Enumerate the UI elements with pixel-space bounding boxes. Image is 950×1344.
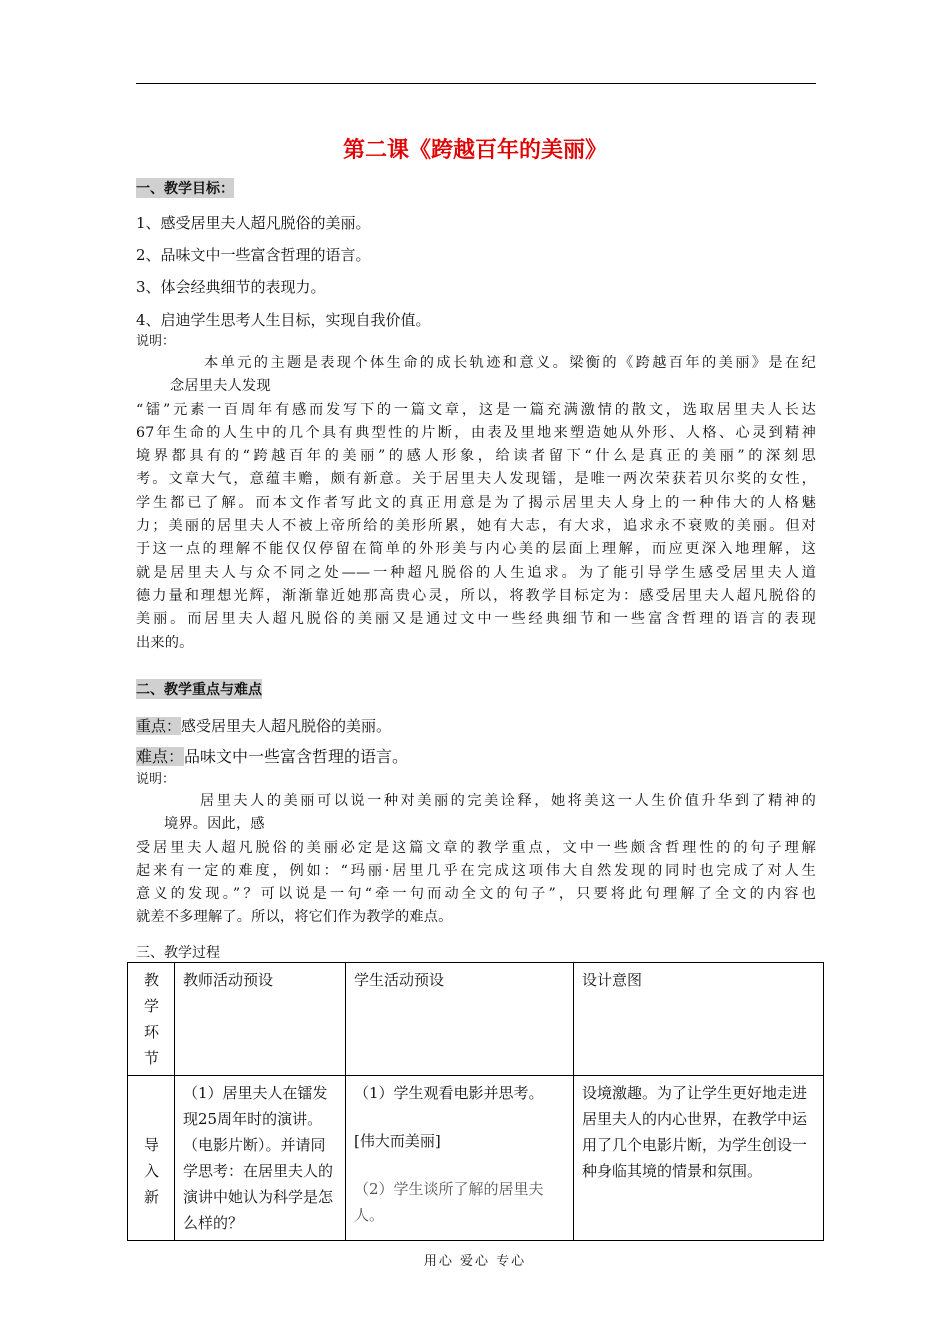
table-header-row bbox=[128, 963, 824, 1076]
goal-4: 4、启迪学生思考人生目标，实现自我价值。 bbox=[136, 311, 431, 329]
header-teacher: 教师活动预设 bbox=[175, 963, 346, 1076]
section1-note-label: 说明： bbox=[136, 334, 176, 349]
para-line: 美丽。而居里夫人超凡脱俗的美丽又是通过文中一些经典细节和一些富含哲理的语言的表现 bbox=[136, 611, 816, 628]
header-intent: 设计意图 bbox=[574, 963, 824, 1076]
para-line: 念居里夫人发现 bbox=[170, 378, 271, 395]
section1-heading: 一、教学目标： bbox=[136, 178, 234, 198]
para-line: 本单元的主题是表现个体生命的成长轨迹和意义。梁衡的《跨越百年的美丽》是在纪 bbox=[204, 355, 816, 371]
focus-label: 重点： bbox=[136, 717, 182, 735]
para-line: 出来的。 bbox=[136, 634, 194, 651]
student-activity-1: （1）学生观看电影并思考。 bbox=[354, 1084, 544, 1102]
header-stage: 教学环节 bbox=[128, 963, 175, 1076]
student-activity-2: [伟大而美丽] bbox=[354, 1132, 441, 1150]
para-line: 就差不多理解了。所以，将它们作为教学的难点。 bbox=[136, 909, 453, 926]
para-line: 学生都已了解。而本文作者写此文的真正用意是为了揭示居里夫人身上的一种伟大的人格魅 bbox=[136, 494, 816, 511]
para-line: 考。文章大气，意蕴丰赡，颇有新意。关于居里夫人发现镭，是唯一两次荣获若贝尔奖的女性， bbox=[136, 471, 816, 488]
section2-paragraph bbox=[136, 790, 816, 930]
goal-2: 2、品味文中一些富含哲理的语言。 bbox=[136, 246, 371, 264]
para-line: 意义的发现。”？可以说是一句“牵一句而动全文的句子”，只要将此句理解了全文的内容也 bbox=[136, 886, 816, 903]
section2-note-label: 说明： bbox=[136, 772, 176, 787]
goal-3: 3、体会经典细节的表现力。 bbox=[136, 278, 326, 296]
para-line: 67年生命的人生中的几个具有典型性的片断，由表及里地来塑造她从外形、人格、心灵到精神 bbox=[136, 424, 816, 441]
table-row bbox=[128, 1076, 824, 1241]
page-title: 第二课《跨越百年的美丽》 bbox=[342, 138, 607, 163]
section3-heading: 三、教学过程 bbox=[136, 945, 220, 961]
para-line: 居里夫人的美丽可以说一种对美丽的完美诠释，她将美这一人生价值升华到了精神的 bbox=[200, 793, 816, 809]
goal-1: 1、感受居里夫人超凡脱俗的美丽。 bbox=[136, 214, 371, 232]
page-footer: 用心 爱心 专心 bbox=[423, 1254, 527, 1269]
section1-paragraph bbox=[136, 352, 816, 655]
section2-heading: 二、教学重点与难点 bbox=[136, 679, 262, 699]
para-line: 力；美丽的居里夫人不被上帝所给的美形所累，她有大志，有大求，追求永不衰败的美丽。但对 bbox=[136, 518, 816, 535]
para-line: “镭”元素一百周年有感而发写下的一篇文章，这是一篇充满激情的散文，选取居里夫人长达 bbox=[136, 401, 816, 418]
para-line: 起来有一定的难度，例如：“玛丽·居里几乎在完成这项伟大自然发现的同时也完成了对人生 bbox=[136, 862, 816, 879]
para-line: 受居里夫人超凡脱俗的美丽必定是这篇文章的教学重点，文中一些颇含哲理性的的句子理解 bbox=[136, 839, 816, 856]
header-rule bbox=[136, 83, 816, 84]
para-line: 境界。因此，感 bbox=[164, 816, 265, 833]
para-line: 德力量和理想光辉，渐渐靠近她那高贵心灵，所以，将教学目标定为：感受居里夫人超凡脱俗的 bbox=[136, 587, 816, 604]
row-stage: 导入新 bbox=[128, 1076, 175, 1241]
row-intent: 设境激趣。为了让学生更好地走进居里夫人的内心世界，在教学中运用了几个电影片断，为学生创设一种身临其境的情景和氛围。 bbox=[574, 1076, 824, 1241]
student-activity-3: （2）学生谈所了解的居里夫人。 bbox=[354, 1180, 544, 1224]
difficulty-label: 难点： bbox=[136, 747, 185, 766]
row-teacher: （1）居里夫人在镭发现25周年时的演讲。（电影片断）。并请同学思考：在居里夫人的演讲中她认为科学是怎么样的？ bbox=[175, 1076, 346, 1241]
row-student bbox=[346, 1076, 574, 1241]
para-line: 于这一点的理解不能仅仅停留在简单的外形美与内心美的层面上理解，而应更深入地理解，这 bbox=[136, 541, 816, 558]
focus-text: 感受居里夫人超凡脱俗的美丽。 bbox=[181, 717, 392, 735]
focus-line bbox=[136, 715, 391, 736]
difficulty-text: 品味文中一些富含哲理的语言。 bbox=[184, 747, 409, 766]
para-line: 境界都具有的“跨越百年的美丽”的感人形象，给读者留下“什么是真正的美丽”的深刻思 bbox=[136, 448, 816, 465]
process-table bbox=[127, 962, 824, 1241]
header-student: 学生活动预设 bbox=[346, 963, 574, 1076]
difficulty-line bbox=[136, 744, 408, 767]
para-line: 就是居里夫人与众不同之处——一种超凡脱俗的人生追求。为了能引导学生感受居里夫人道 bbox=[136, 564, 816, 581]
